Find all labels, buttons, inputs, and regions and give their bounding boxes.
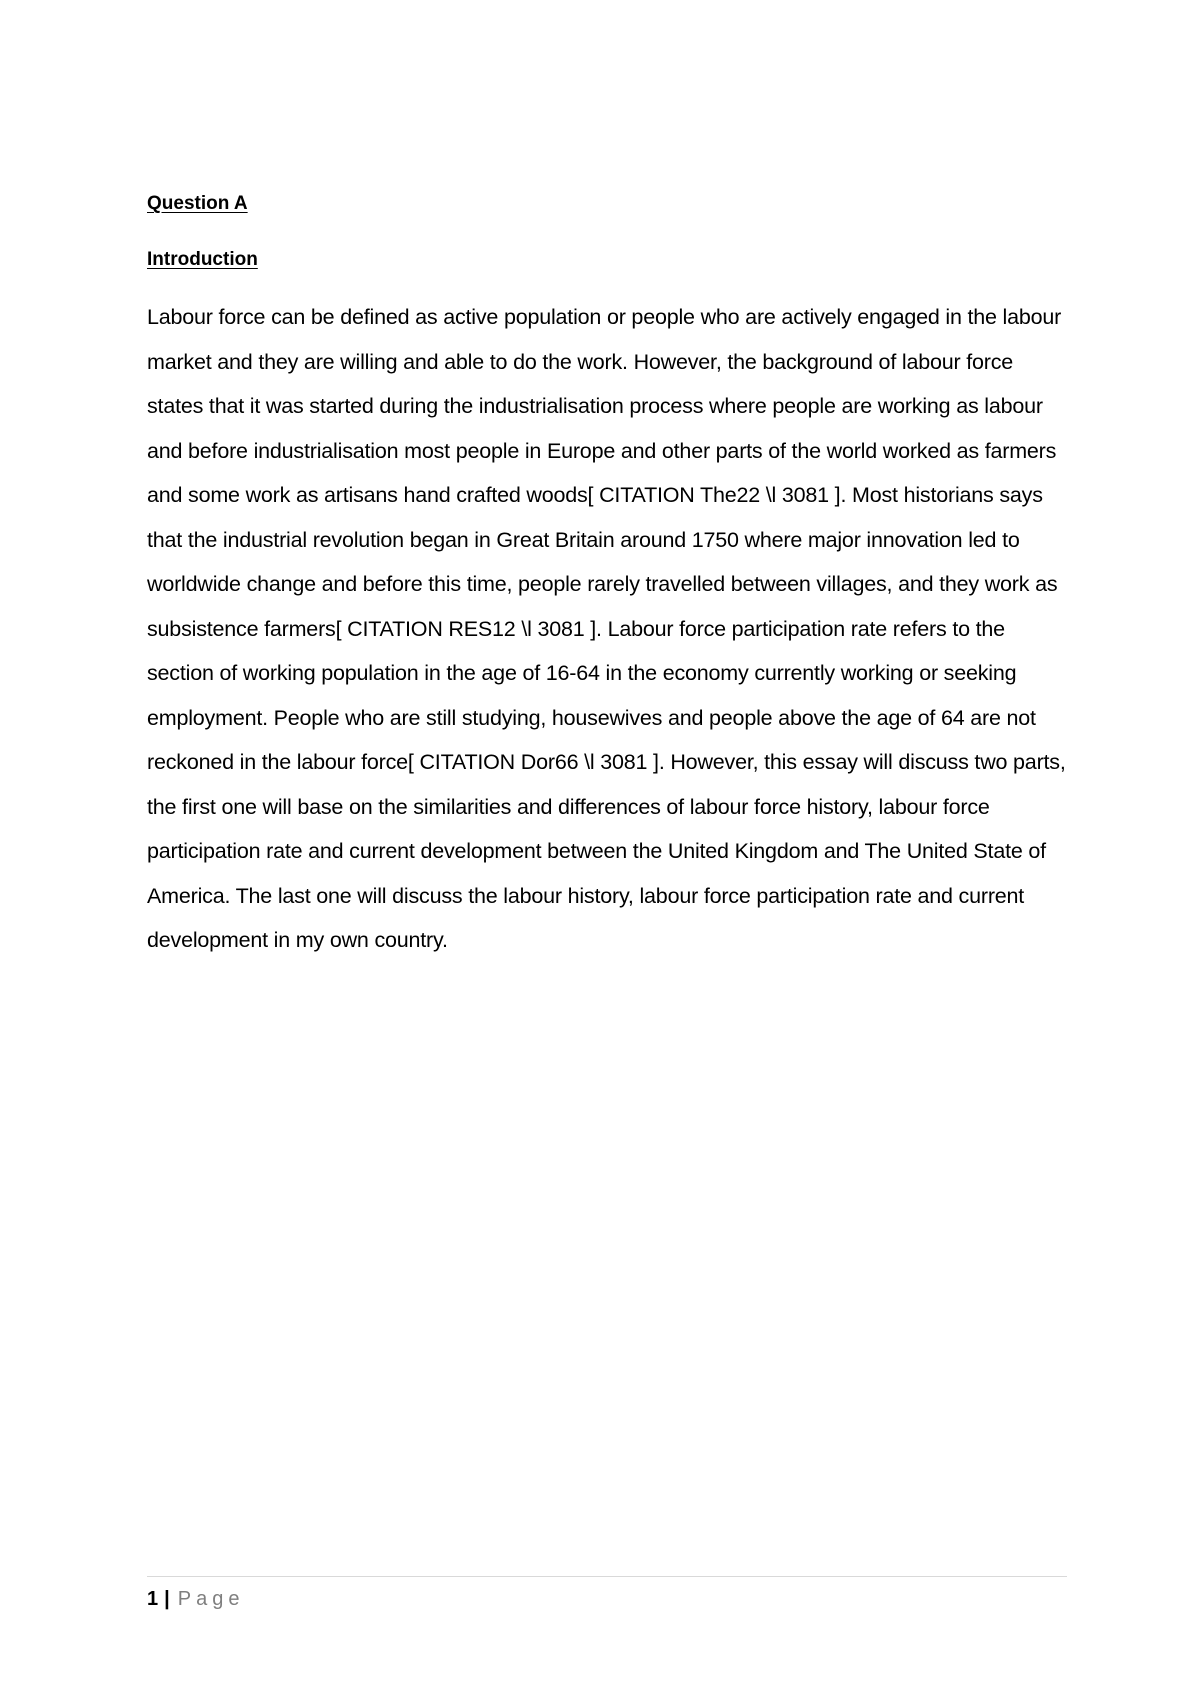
question-heading: Question A: [147, 193, 248, 214]
introduction-paragraph: Labour force can be defined as active population or people who are actively engaged in the labour market and they are willing and able to do the work. However, the background of labour force states that it was started during the industrialisation process where people are working as labour and before industrialisation most people in Europe and other parts of the world worked as farmers and some work as artisans hand crafted woods[ CITATION The22 \l 3081 ]. Most historians says that the industrial revolution began in Great Britain around 1750 where major innovation led to worldwide change and before this time, people rarely travelled between villages, and they work as subsistence farmers[ CITATION RES12 \l 3081 ]. Labour force participation rate refers to the section of working population in the age of 16-64 in the economy currently working or seeking employment. People who are still studying, housewives and people above the age of 64 are not reckoned in the labour force[ CITATION Dor66 \l 3081 ]. However, this essay will discuss two parts, the first one will base on the similarities and differences of labour force history, labour force participation rate and current development between the United Kingdom and The United State of America. The last one will discuss the labour history, labour force participation rate and current development in my own country.: [147, 305, 1066, 952]
document-content: [147, 193, 1067, 963]
footer-separator: |: [164, 1588, 170, 1610]
page-footer: [147, 1576, 1067, 1611]
page-number: 1: [147, 1588, 159, 1610]
introduction-heading: Introduction: [147, 249, 258, 270]
page-label: Page: [177, 1588, 245, 1610]
